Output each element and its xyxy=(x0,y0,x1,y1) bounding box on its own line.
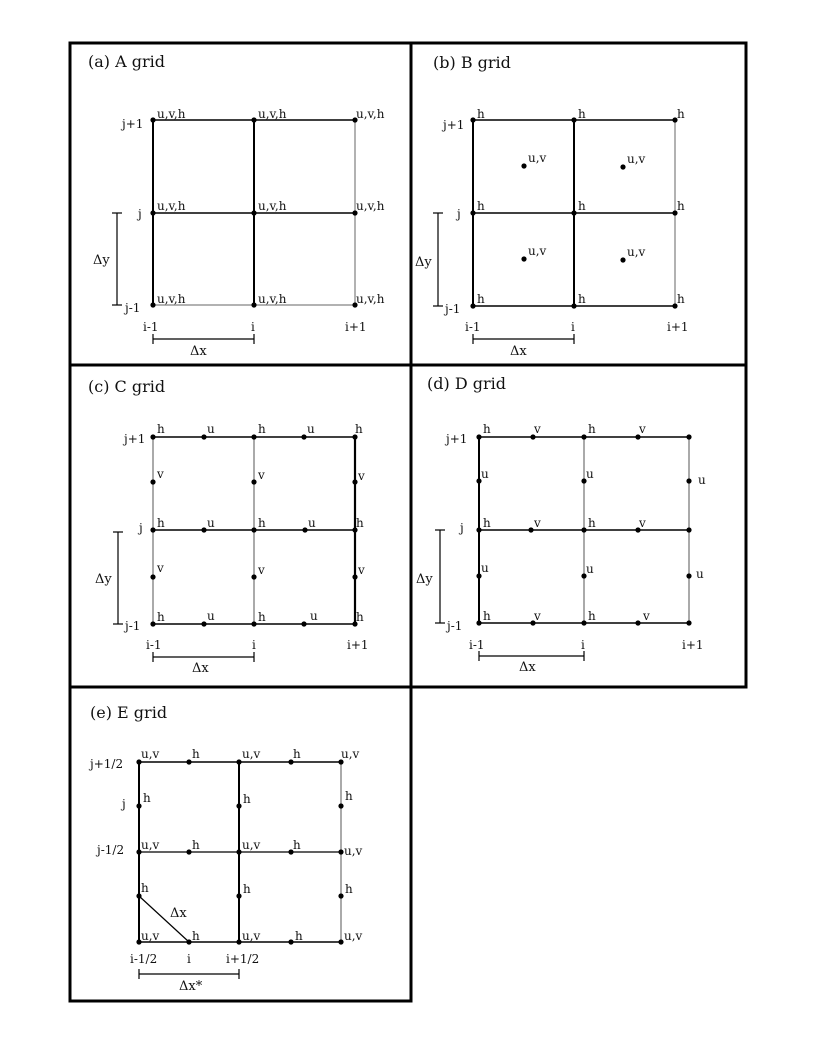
node-label: h xyxy=(356,516,364,530)
panel-d-title: (d) D grid xyxy=(427,374,506,393)
edge-label: v xyxy=(157,561,164,575)
h-label: h xyxy=(295,929,303,943)
edge-label: u xyxy=(310,609,318,623)
node-label: u,v,h xyxy=(356,107,385,121)
node-label: h xyxy=(258,516,266,530)
h-label: h xyxy=(293,838,301,852)
h-label: h xyxy=(293,747,301,761)
panel-c-title: (c) C grid xyxy=(88,377,166,396)
uv-label: u,v xyxy=(344,844,363,858)
panel-a-title: (a) A grid xyxy=(88,52,165,71)
row-label: j xyxy=(457,207,461,221)
h-label: h xyxy=(141,881,149,895)
dx-label: Δx xyxy=(192,661,209,676)
row-label: j-1/2 xyxy=(97,843,125,857)
node-label: h xyxy=(677,199,685,213)
center-label: u,v xyxy=(627,152,646,166)
edge-label: u xyxy=(308,516,316,530)
node-label: h xyxy=(355,422,363,436)
h-label: h xyxy=(345,882,353,896)
row-label: j-1 xyxy=(447,619,463,633)
dx-label: Δx xyxy=(519,660,536,675)
node-label: h xyxy=(578,292,586,306)
col-label: i-1 xyxy=(143,320,159,334)
diag-dx-label: Δx xyxy=(170,906,187,921)
node-label: u,v,h xyxy=(356,199,385,213)
panel-c-dx-dimension xyxy=(153,652,254,676)
panel-a-node-labels xyxy=(157,107,385,306)
node-label: h xyxy=(157,516,165,530)
node-label: h xyxy=(157,610,165,624)
row-label: j xyxy=(122,797,126,811)
edge-label: v xyxy=(157,467,164,481)
edge-label: u xyxy=(586,562,594,576)
node-label: u,v,h xyxy=(356,292,385,306)
center-label: u,v xyxy=(627,245,646,259)
col-label: i-1 xyxy=(465,320,481,334)
dy-label: Δy xyxy=(415,255,432,270)
row-label: j-1 xyxy=(125,619,141,633)
col-label: i xyxy=(252,638,256,652)
col-label: i xyxy=(187,952,191,966)
col-label: i xyxy=(571,320,575,334)
center-label: u,v xyxy=(528,244,547,258)
h-label: h xyxy=(192,747,200,761)
col-label: i-1 xyxy=(146,638,162,652)
panel-e-title: (e) E grid xyxy=(90,703,168,722)
center-label: u,v xyxy=(528,151,547,165)
node-label: h xyxy=(477,292,485,306)
panel-a-dy-dimension xyxy=(93,213,122,305)
node-label: h xyxy=(477,107,485,121)
h-label: h xyxy=(345,789,353,803)
panel-d-dy-dimension xyxy=(416,530,445,623)
edge-label: v xyxy=(639,422,646,436)
edge-label: u xyxy=(698,473,706,487)
edge-label: u xyxy=(481,561,489,575)
dx-star-label: Δx* xyxy=(179,979,203,994)
col-label: i xyxy=(251,320,255,334)
edge-label: u xyxy=(207,422,215,436)
panel-d-node-labels xyxy=(481,422,706,623)
node-label: h xyxy=(578,107,586,121)
edge-label: v xyxy=(534,516,541,530)
panel-b-dy-dimension xyxy=(415,213,443,306)
dy-label: Δy xyxy=(416,572,433,587)
node-label: u,v,h xyxy=(258,199,287,213)
node-label: u,v,h xyxy=(157,292,186,306)
row-label: j+1/2 xyxy=(90,757,124,771)
node-label: h xyxy=(258,422,266,436)
h-label: h xyxy=(243,792,251,806)
panel-d-dx-dimension xyxy=(479,651,584,675)
h-label: h xyxy=(143,791,151,805)
row-label: j xyxy=(139,521,143,535)
edge-label: u xyxy=(481,467,489,481)
h-label: h xyxy=(243,882,251,896)
edge-label: u xyxy=(307,422,315,436)
node-label: h xyxy=(483,516,491,530)
panel-e-axis-labels xyxy=(88,757,259,966)
edge-label: u xyxy=(207,609,215,623)
node-label: h xyxy=(677,292,685,306)
dx-label: Δx xyxy=(190,344,207,359)
col-label: i-1/2 xyxy=(130,952,158,966)
h-label: h xyxy=(192,838,200,852)
uv-label: u,v xyxy=(341,747,360,761)
node-label: h xyxy=(157,422,165,436)
edge-label: u xyxy=(696,567,704,581)
row-label: j+1 xyxy=(446,432,468,446)
uv-label: u,v xyxy=(141,747,160,761)
panel-e-dx-dimension xyxy=(139,969,239,994)
node-label: h xyxy=(578,199,586,213)
col-label: i+1 xyxy=(667,320,689,334)
edge-label: v xyxy=(358,563,365,577)
node-label: h xyxy=(483,609,491,623)
row-label: j xyxy=(460,521,464,535)
row-label: j+1 xyxy=(443,118,465,132)
edge-label: v xyxy=(258,468,265,482)
node-label: h xyxy=(356,610,364,624)
node-label: h xyxy=(588,516,596,530)
node-label: u,v,h xyxy=(157,107,186,121)
col-label: i+1/2 xyxy=(226,952,260,966)
uv-label: u,v xyxy=(242,838,261,852)
panel-c-dy-dimension xyxy=(95,532,123,624)
col-label: i xyxy=(581,638,585,652)
col-label: i+1 xyxy=(345,320,367,334)
panel-b-node-labels xyxy=(477,107,685,306)
edge-label: v xyxy=(534,609,541,623)
edge-label: u xyxy=(207,516,215,530)
panel-a-dx-dimension xyxy=(153,334,254,359)
node-label: h xyxy=(677,107,685,121)
dy-label: Δy xyxy=(93,253,110,268)
node-label: h xyxy=(258,610,266,624)
edge-label: v xyxy=(358,469,365,483)
node-label: h xyxy=(477,199,485,213)
uv-label: u,v xyxy=(141,929,160,943)
row-label: j+1 xyxy=(124,432,146,446)
node-label: h xyxy=(588,422,596,436)
edge-label: v xyxy=(639,516,646,530)
edge-label: v xyxy=(534,422,541,436)
col-label: i+1 xyxy=(347,638,369,652)
uv-label: u,v xyxy=(242,929,261,943)
row-label: j-1 xyxy=(125,301,141,315)
dy-label: Δy xyxy=(95,572,112,587)
row-label: j+1 xyxy=(122,117,144,131)
col-label: i-1 xyxy=(469,638,485,652)
dx-label: Δx xyxy=(510,344,527,359)
uv-label: u,v xyxy=(344,929,363,943)
node-label: u,v,h xyxy=(258,292,287,306)
row-label: j xyxy=(138,207,142,221)
node-label: h xyxy=(483,422,491,436)
edge-label: v xyxy=(643,609,650,623)
uv-label: u,v xyxy=(141,838,160,852)
panel-c-node-labels xyxy=(156,422,365,624)
uv-label: u,v xyxy=(242,747,261,761)
row-label: j-1 xyxy=(445,302,461,316)
node-label: u,v,h xyxy=(258,107,287,121)
h-label: h xyxy=(192,929,200,943)
edge-label: u xyxy=(586,467,594,481)
edge-label: v xyxy=(258,563,265,577)
panel-b-dx-dimension xyxy=(473,334,574,359)
panel-b-title: (b) B grid xyxy=(433,53,511,72)
col-label: i+1 xyxy=(682,638,704,652)
node-label: u,v,h xyxy=(157,199,186,213)
node-label: h xyxy=(588,609,596,623)
